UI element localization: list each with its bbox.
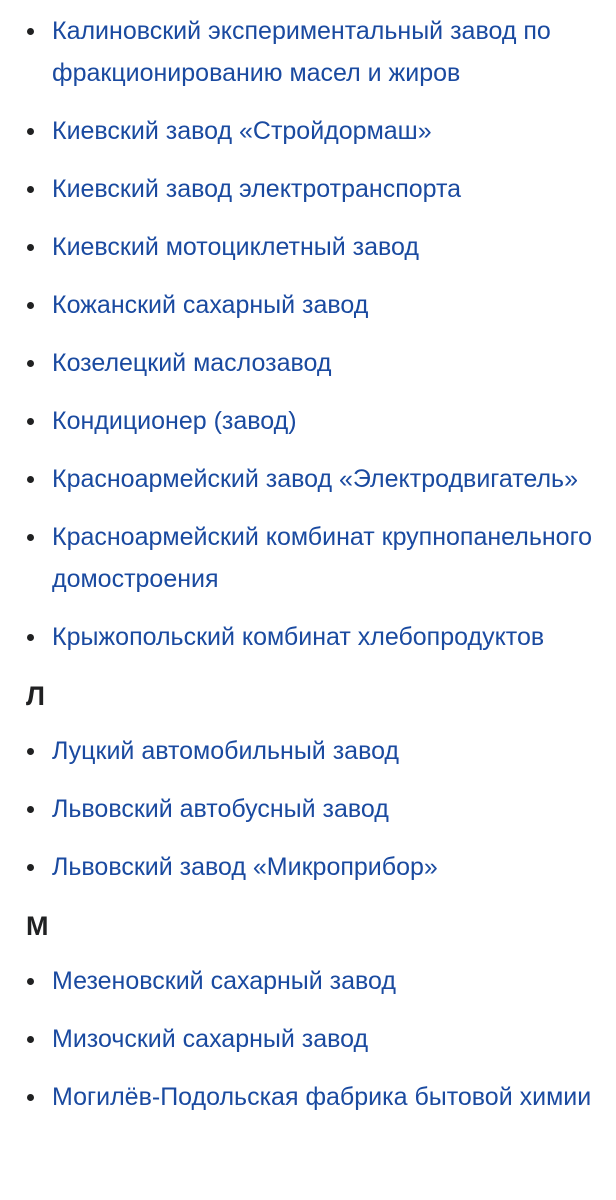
bullet-icon <box>27 748 34 755</box>
page-content <box>0 10 616 1134</box>
bullet-icon <box>27 128 34 135</box>
bullet-icon <box>27 1036 34 1043</box>
list-item <box>0 1018 616 1060</box>
list-item-link[interactable]: Львовский автобусный завод <box>52 795 389 823</box>
list-item <box>0 342 616 384</box>
list-item-link[interactable]: Красноармейский завод «Электродвигатель» <box>52 465 578 493</box>
bullet-icon <box>27 186 34 193</box>
list-item-link[interactable]: Киевский завод «Стройдормаш» <box>52 117 432 145</box>
bullet-icon <box>27 360 34 367</box>
list-item <box>0 846 616 888</box>
list-item-link[interactable]: Красноармейский комбинат крупнопанельного домостроения <box>52 523 593 593</box>
bullet-icon <box>27 302 34 309</box>
list-item <box>0 226 616 268</box>
list-item <box>0 960 616 1002</box>
list-item-link[interactable]: Могилёв-Подольская фабрика бытовой химии <box>52 1083 592 1111</box>
list-item <box>0 1076 616 1118</box>
section-heading-m: М <box>26 911 49 941</box>
list-item <box>0 730 616 772</box>
list-item <box>0 516 616 600</box>
bullet-icon <box>27 978 34 985</box>
bullet-icon <box>27 418 34 425</box>
list-item <box>0 284 616 326</box>
bullet-icon <box>27 864 34 871</box>
bullet-icon <box>27 534 34 541</box>
bullet-icon <box>27 1094 34 1101</box>
list-item <box>0 616 616 658</box>
list-item <box>0 168 616 210</box>
list-item-link[interactable]: Козелецкий маслозавод <box>52 349 332 377</box>
link-list-l <box>0 730 616 888</box>
link-list-m <box>0 960 616 1118</box>
list-item <box>0 458 616 500</box>
list-item-link[interactable]: Мизочский сахарный завод <box>52 1025 369 1053</box>
list-item <box>0 400 616 442</box>
list-item-link[interactable]: Львовский завод «Микроприбор» <box>52 853 438 881</box>
bullet-icon <box>27 806 34 813</box>
list-item-link[interactable]: Мезеновский сахарный завод <box>52 967 396 995</box>
list-item <box>0 788 616 830</box>
list-item <box>0 10 616 94</box>
bullet-icon <box>27 28 34 35</box>
bullet-icon <box>27 244 34 251</box>
list-item-link[interactable]: Калиновский экспериментальный завод по фракционированию масел и жиров <box>52 17 551 87</box>
bullet-icon <box>27 476 34 483</box>
list-item-link[interactable]: Киевский завод электротранспорта <box>52 175 462 203</box>
list-item-link[interactable]: Кожанский сахарный завод <box>52 291 369 319</box>
link-list-k <box>0 10 616 658</box>
list-item <box>0 110 616 152</box>
list-item-link[interactable]: Луцкий автомобильный завод <box>52 737 400 765</box>
list-item-link[interactable]: Кондиционер (завод) <box>52 407 297 435</box>
section-heading-l: Л <box>26 681 45 711</box>
bullet-icon <box>27 634 34 641</box>
list-item-link[interactable]: Крыжопольский комбинат хлебопродуктов <box>52 623 545 651</box>
list-item-link[interactable]: Киевский мотоциклетный завод <box>52 233 419 261</box>
